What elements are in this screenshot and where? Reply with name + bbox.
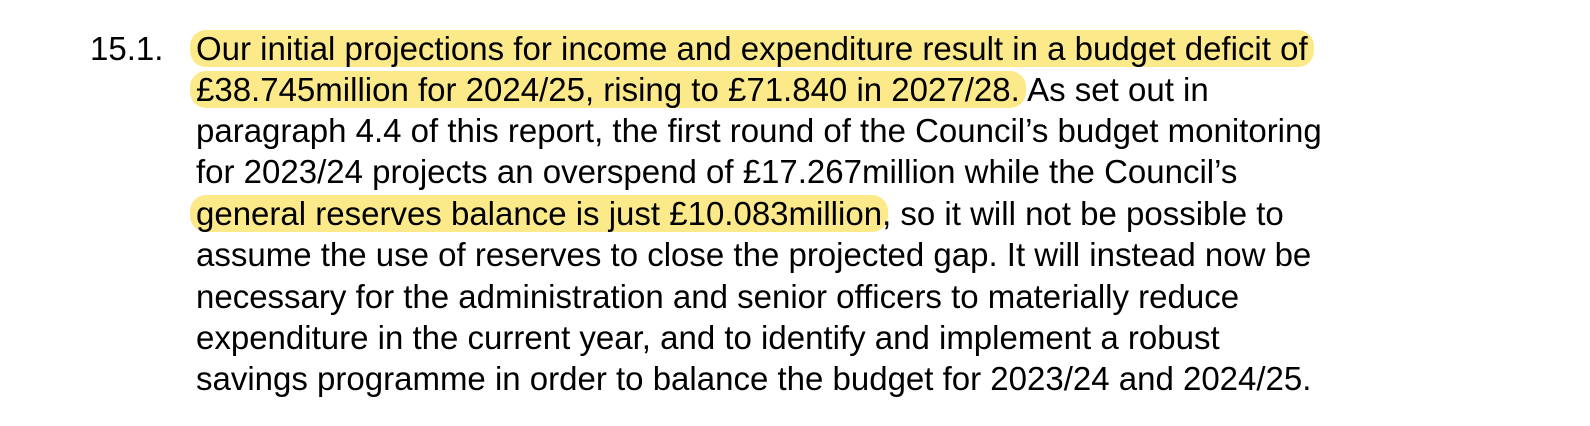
text-line-8 [196, 317, 1220, 359]
plain-text: necessary for the administration and senior officers to materially reduce [196, 278, 1240, 315]
highlighted-text: £38.745million for 2024/25, rising to £71.840 in 2027/28. [190, 71, 1026, 108]
plain-text: expenditure in the current year, and to identify and implement a robust [196, 319, 1220, 356]
plain-text: paragraph 4.4 of this report, the first round of the Council’s budget monitoring [196, 112, 1322, 149]
text-line-6 [196, 234, 1311, 276]
plain-text: savings programme in order to balance the budget for 2023/24 and 2024/25. [196, 360, 1312, 397]
highlighted-text: Our initial projections for income and expenditure result in a budget deficit of [190, 30, 1314, 67]
text-line-2 [196, 69, 1209, 111]
text-line-9 [196, 358, 1311, 400]
paragraph-number: 15.1. [90, 30, 164, 67]
text-line-4 [196, 151, 1237, 193]
plain-text: , so it will not be possible to [882, 195, 1284, 232]
plain-text: assume the use of reserves to close the projected gap. It will instead now be [196, 236, 1312, 273]
text-line-3 [196, 110, 1322, 152]
text-line-1 [196, 28, 1308, 70]
text-line-5 [196, 193, 1284, 235]
plain-text: As set out in [1019, 71, 1209, 108]
plain-text: for 2023/24 projects an overspend of £17.267million while the Council’s [196, 153, 1238, 190]
text-line-7 [196, 276, 1239, 318]
highlighted-text: general reserves balance is just £10.083million [190, 195, 888, 232]
